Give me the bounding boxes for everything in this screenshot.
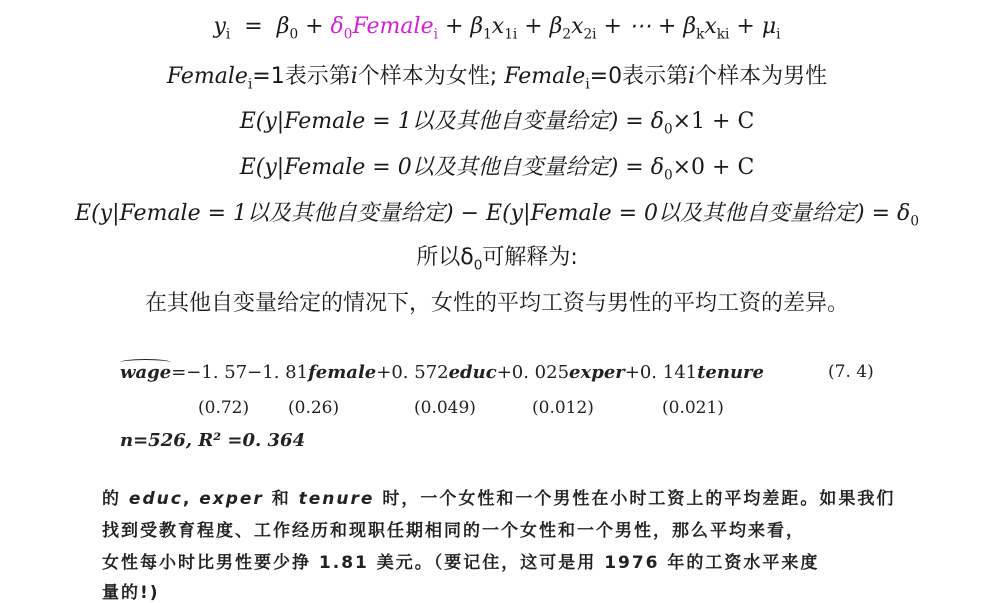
paragraph-line-4: 量的!) (102, 583, 160, 603)
x2-var: x (571, 14, 584, 39)
so-text: 所以δ (416, 245, 474, 270)
reg-exper: exper (569, 362, 625, 383)
delta-sub: 0 (473, 257, 483, 274)
x1-var: x (491, 14, 505, 39)
expectation-text: E(y|Female = 0以及其他自变量给定) = δ (239, 155, 664, 180)
para-tenure: tenure (298, 489, 375, 509)
def-text: 个样本为男性 (695, 64, 828, 89)
so-line (0, 240, 994, 273)
delta-sub: 0 (910, 213, 919, 230)
beta0-sub: 0 (289, 26, 299, 43)
mu-sub: i (776, 26, 781, 43)
beta1-sub: 1 (483, 26, 492, 43)
delta0: δ (330, 14, 344, 39)
def-text: 个样本为女性; (357, 64, 505, 89)
female-var: Female (166, 64, 248, 89)
expectation-text: E(y|Female = 1以及其他自变量给定) − E(y|Female = 0以及其他自变量给定) = δ (75, 201, 911, 226)
expectation-tail: ×0 + C (672, 155, 755, 180)
xk-var: x (704, 14, 717, 39)
para-text: 的 (102, 489, 129, 509)
se-1: (0.72) (198, 398, 250, 418)
def-text: =1表示第 (252, 64, 351, 89)
regression-equation (120, 362, 764, 383)
n-r2-line: n=526, R² =0. 364 (120, 430, 306, 451)
expectation-tail: ×1 + C (672, 109, 755, 134)
betak: + ⋯ + β (603, 14, 697, 39)
x2-sub: 2i (583, 26, 597, 43)
paragraph-line-1 (102, 484, 895, 509)
mu-term: + μ (736, 14, 777, 39)
wage-hat: wage (120, 362, 172, 383)
model-equation (0, 14, 994, 42)
se-5: (0.021) (662, 398, 724, 418)
i-var: i (688, 64, 696, 89)
interpretation: 在其他自变量给定的情况下，女性的平均工资与男性的平均工资的差异。 (144, 291, 849, 316)
expectation-text: E(y|Female = 1以及其他自变量给定) = δ (239, 109, 664, 134)
beta1: + β (444, 14, 484, 39)
y-var: y (213, 14, 226, 39)
xk-sub: ki (716, 26, 730, 43)
female-var: Female (504, 64, 586, 89)
def-text: =0表示第 (589, 64, 689, 89)
so-tail: 可解释为: (482, 245, 578, 270)
para-text: 和 (263, 489, 299, 509)
female-var: Female (352, 14, 434, 39)
delta-sub: 0 (663, 167, 673, 184)
female-sub: i (585, 76, 590, 93)
female-definition (0, 59, 994, 92)
betak-sub: k (696, 26, 705, 43)
reg-coef: +0. 025 (496, 362, 570, 383)
beta2-sub: 2 (562, 26, 572, 43)
i-var: i (350, 64, 358, 89)
plus-sign: + (305, 14, 324, 39)
female-sub: i (247, 76, 253, 93)
equation-number: (7. 4) (828, 362, 874, 382)
female-sub: i (433, 26, 438, 43)
delta-sub: 0 (663, 121, 673, 138)
se-3: (0.049) (414, 398, 476, 418)
para-educ: educ (128, 489, 183, 509)
delta-female-term (330, 14, 438, 43)
reg-tenure: tenure (697, 362, 764, 383)
y-sub: i (225, 26, 231, 43)
para-text: 时，一个女性和一个男性在小时工资上的平均差距。如果我们 (374, 489, 896, 509)
reg-coef: +0. 572 (376, 362, 449, 383)
beta0: β (276, 14, 290, 39)
para-exper: exper (199, 489, 264, 509)
expectation-difference (0, 196, 994, 229)
equals-sign: = (244, 14, 263, 39)
paragraph-line-2: 找到受教育程度、工作经历和现职任期相同的一个女性和一个男性，那么平均来看， (102, 521, 805, 541)
beta2: + β (524, 14, 563, 39)
se-2: (0.26) (288, 398, 340, 418)
reg-educ: educ (448, 362, 497, 383)
paragraph-line-3: 女性每小时比男性要少挣 1.81 美元。（要记住，这可是用 1976 年的工资水平来度 (102, 553, 820, 573)
delta0-sub: 0 (343, 26, 353, 43)
se-4: (0.012) (532, 398, 594, 418)
reg-coef: +0. 141 (624, 362, 698, 383)
expectation-female0 (0, 150, 994, 183)
reg-const: =−1. 57−1. 81 (171, 362, 309, 383)
expectation-female1 (0, 104, 994, 137)
para-text: , (182, 489, 200, 509)
x1-sub: 1i (504, 26, 518, 43)
reg-female: female (308, 362, 377, 383)
